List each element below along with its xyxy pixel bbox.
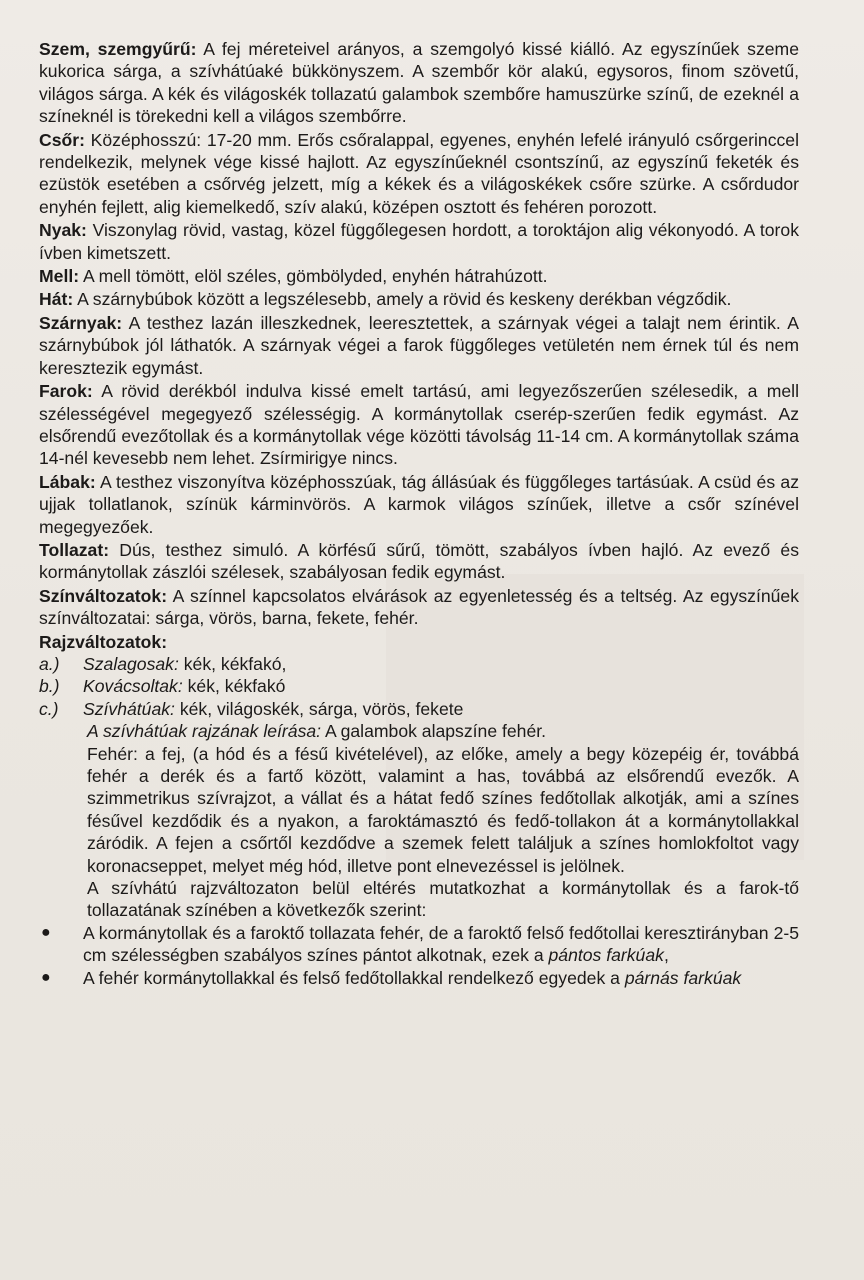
list-item xyxy=(39,653,799,675)
section-text: A testhez lazán illeszkednek, leeresztettek, a szárnyak végei a talajt nem érintik. A szárnybúbok jól láthatók. A szárnyak végei a farok függőleges vetületén nem érnek túl és nem keresztezik egymást. xyxy=(39,312,799,378)
tail-variant-list xyxy=(39,922,799,989)
description-intro xyxy=(87,720,799,742)
list-item xyxy=(39,698,799,720)
term: Hát: xyxy=(39,289,74,310)
bullet-term: párnás farkúak xyxy=(624,967,742,988)
section-text: A fej méreteivel arányos, a szemgolyó kissé kiálló. Az egyszínűek szeme kukorica sárga, a szívhátúaké bükkönyszem. A szembőr kör alakú, egysoros, finom szövetű, világos sárga. A kék és világoskék tollazatú galambok szembőre hamuszürke színű, de ezeknél a színeknél is törekedni kell a világos szembőrre. xyxy=(39,39,799,127)
section-plumage xyxy=(39,539,799,584)
section-text: A szárnybúbok között a legszélesebb, amely a rövid és keskeny derékban végződik. xyxy=(73,289,732,310)
section-chest xyxy=(39,265,799,287)
list-marker: a.) xyxy=(39,653,60,674)
term: Mell: xyxy=(39,266,80,287)
section-legs xyxy=(39,471,799,538)
bullet-icon: ● xyxy=(41,923,51,941)
bullet-punct: , xyxy=(663,945,669,966)
description-title: A szívhátúak rajzának leírása: xyxy=(87,721,322,742)
variant-name: Szívhátúak: xyxy=(83,698,175,719)
list-item xyxy=(39,967,799,989)
section-text: Dús, testhez simuló. A körfésű sűrű, tömött, szabályos ívben hajló. Az evező és kormánytollak zászlói szélesek, szabályosan fedik egymást. xyxy=(39,539,799,583)
term: Színváltozatok: xyxy=(39,585,168,606)
section-beak xyxy=(39,129,799,219)
section-neck xyxy=(39,219,799,264)
heart-back-description xyxy=(39,720,799,922)
section-text: A színnel kapcsolatos elvárások az egyenletesség és a teltség. Az egyszínűek színváltozatai: sárga, vörös, barna, fekete, fehér. xyxy=(39,585,799,629)
bullet-text: A fehér kormánytollakkal és felső fedőtollakkal rendelkező egyedek a xyxy=(83,967,625,988)
term: Nyak: xyxy=(39,220,87,241)
variant-name: Szalagosak: xyxy=(83,653,179,674)
variant-colors: kék, világoskék, sárga, vörös, fekete xyxy=(174,698,464,719)
variant-name: Kovácsoltak: xyxy=(83,676,183,697)
section-wings xyxy=(39,312,799,379)
term: Szem, szemgyűrű: xyxy=(39,39,197,59)
section-text: A testhez viszonyítva középhosszúak, tág állásúak és függőleges tartásúak. A csüd és az ujjak tollatlanok, színük kárminvörös. A karmok világos színűek, illetve a csőr színével megegyezőek. xyxy=(39,471,799,537)
section-eye xyxy=(39,38,799,128)
list-marker: b.) xyxy=(39,676,60,697)
list-item xyxy=(39,675,799,697)
term: Csőr: xyxy=(39,129,85,150)
term: Farok: xyxy=(39,381,93,402)
section-text: Viszonylag rövid, vastag, közel függőlegesen hordott, a toroktájon alig vékonyodó. A torok ívben kimetszett. xyxy=(39,220,799,263)
section-text: Középhosszú: 17-20 mm. Erős csőralappal, egyenes, enyhén lefelé irányuló csőrgerinccel rendelkezik, melynek vége kissé hajlott. Az egyszínűeknél csontszínű, az egyszínű feketék és ezüstök esetében a csőrvég jelzett, míg a kékek és a világoskékek csőre szürke. A csőrdudor enyhén fejlett, alig kiemelkedő, szív alakú, középen osztott és fehéren porozott. xyxy=(39,129,799,217)
section-colors xyxy=(39,585,799,630)
section-text: A mell tömött, elöl széles, gömbölyded, enyhén hátrahúzott. xyxy=(79,266,548,287)
term: Tollazat: xyxy=(39,539,110,560)
section-tail xyxy=(39,380,799,470)
pattern-list xyxy=(39,653,799,720)
description-text: A galambok alapszíne fehér. xyxy=(321,721,547,742)
variant-colors: kék, kékfakó, xyxy=(178,653,287,674)
section-back xyxy=(39,288,799,310)
list-marker: c.) xyxy=(39,698,59,719)
bullet-icon: ● xyxy=(41,968,51,986)
section-text: A rövid derékból indulva kissé emelt tartású, ami legyezőszerűen szélesedik, a mell szélességével megegyező szélességig. A kormánytollak cserép-szerűen fedik egymást. Az elsőrendű evezőtollak és a kormánytollak vége közötti távolság 11-14 cm. A kormánytollak száma 14-nél kevesebb nem lehet. Zsírmirigye nincs. xyxy=(39,381,799,469)
patterns-heading: Rajzváltozatok: xyxy=(39,631,168,652)
bullet-text: A kormánytollak és a faroktő tollazata fehér, de a faroktő felső fedőtollai keresztirányban 2-5 cm szélességben szabályos színes pántot alkotnak, ezek a xyxy=(83,922,799,966)
list-item xyxy=(39,922,799,967)
description-white: Fehér: a fej, (a hód és a fésű kivételével), az előke, amely a begy közepéig ér, továbbá fehér a derék és a fartő között, valamint a has, továbbá az elsőrendű evezők. A szimmetrikus szívrajzot, a vállat és a hátat fedő színes fedőtollak alkotják, ami a színes fésűvel kezdődik és a nyakon, a faroktámasztó és fedő-tollakon át a kormánytollakkal záródik. A fejen a csőrtől kezdődve a szemek felett találjuk a színes homlokfoltot vagy koronacseppet, melyet még hód, illetve pont elnevezéssel is jelölnek. xyxy=(87,743,799,876)
term: Lábak: xyxy=(39,471,96,492)
bullet-term: pántos farkúak xyxy=(548,945,664,966)
variant-colors: kék, kékfakó xyxy=(182,676,286,697)
document-body xyxy=(39,38,799,989)
description-variation: A szívhátú rajzváltozaton belül eltérés mutatkozhat a kormánytollak és a farok-tő tollazatának színében a következők szerint: xyxy=(87,878,799,921)
term: Szárnyak: xyxy=(39,312,123,333)
